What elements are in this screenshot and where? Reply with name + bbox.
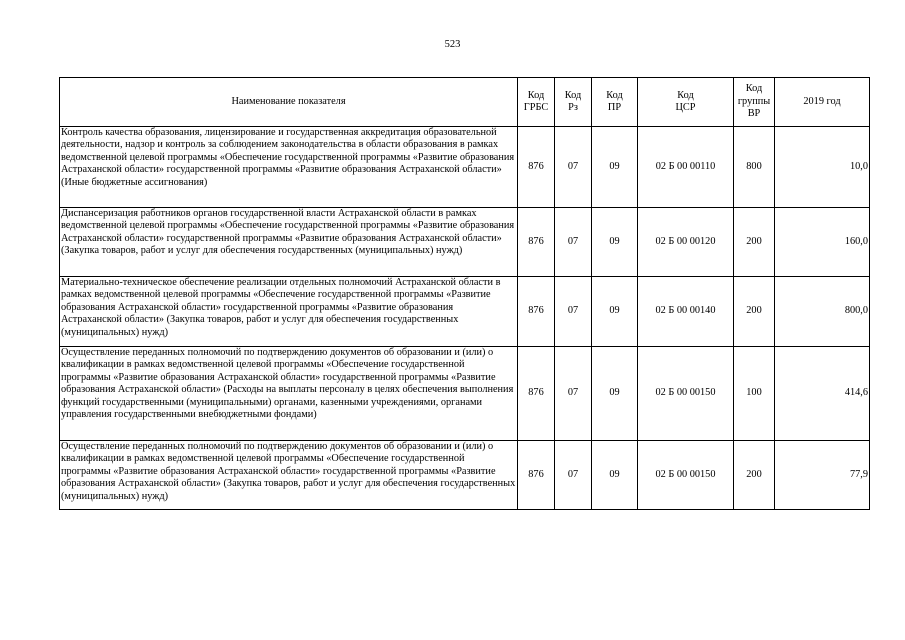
row-rz: 07 [555, 347, 592, 441]
row-grbs: 876 [518, 347, 555, 441]
header-row [60, 78, 870, 127]
row-pr: 09 [592, 208, 638, 277]
row-pr: 09 [592, 277, 638, 347]
row-vr: 100 [734, 347, 775, 441]
row-amount: 160,0 [775, 208, 870, 277]
row-name: Осуществление переданных полномочий по подтверждению документов об образовании и (или) о квалификации в рамках ведомственной целевой программы «Обеспечение государственной программы «Развитие образования Астраханской области» государственной программы «Развитие образования Астраханской области» (Расходы на выплаты персоналу в целях обеспечения выполнения функций государственными (муниципальными) органами, казенными учреждениями, органами управления государственными внебюджетными фондами) [60, 347, 518, 441]
header-rz: Код Рз [555, 78, 592, 127]
header-grbs: Код ГРБС [518, 78, 555, 127]
header-vr: Код группы ВР [734, 78, 775, 127]
row-grbs: 876 [518, 208, 555, 277]
row-csr: 02 Б 00 00150 [638, 347, 734, 441]
row-rz: 07 [555, 208, 592, 277]
row-grbs: 876 [518, 127, 555, 208]
table-row [60, 441, 870, 510]
row-rz: 07 [555, 277, 592, 347]
page-number: 523 [444, 39, 461, 50]
row-rz: 07 [555, 441, 592, 510]
row-name: Осуществление переданных полномочий по подтверждению документов об образовании и (или) о квалификации в рамках ведомственной целевой программы «Обеспечение государственной программы «Развитие образования Астраханской области» государственной программы «Развитие образования Астраханской области» (Закупка товаров, работ и услуг для обеспечения государственных (муниципальных) нужд) [60, 441, 518, 510]
row-vr: 800 [734, 127, 775, 208]
row-name: Диспансеризация работников органов государственной власти Астраханской области в рамках ведомственной целевой программы «Обеспечение государственной программы «Развитие образования Астраханской области» государственной программы «Развитие образования Астраханской области» (Закупка товаров, работ и услуг для обеспечения государственных (муниципальных) нужд) [60, 208, 518, 277]
row-rz: 07 [555, 127, 592, 208]
row-amount: 10,0 [775, 127, 870, 208]
header-pr: Код ПР [592, 78, 638, 127]
row-csr: 02 Б 00 00140 [638, 277, 734, 347]
row-name: Контроль качества образования, лицензирование и государственная аккредитация образовательной деятельности, надзор и контроль за соблюдением законодательства в области образования в рамках ведомственной целевой программы «Обеспечение государственной программы «Развитие образования Астраханской области» государственной программы «Развитие образования Астраханской области» (Иные бюджетные ассигнования) [60, 127, 518, 208]
row-amount: 77,9 [775, 441, 870, 510]
row-grbs: 876 [518, 441, 555, 510]
table-row [60, 347, 870, 441]
row-csr: 02 Б 00 00110 [638, 127, 734, 208]
row-vr: 200 [734, 277, 775, 347]
row-pr: 09 [592, 127, 638, 208]
row-grbs: 876 [518, 277, 555, 347]
table-row [60, 277, 870, 347]
row-csr: 02 Б 00 00150 [638, 441, 734, 510]
row-vr: 200 [734, 441, 775, 510]
row-pr: 09 [592, 441, 638, 510]
row-amount: 800,0 [775, 277, 870, 347]
header-name: Наименование показателя [60, 78, 518, 127]
table-row [60, 127, 870, 208]
table-row [60, 208, 870, 277]
header-csr: Код ЦСР [638, 78, 734, 127]
row-pr: 09 [592, 347, 638, 441]
row-name: Материально-техническое обеспечение реализации отдельных полномочий Астраханской области в рамках ведомственной целевой программы «Обеспечение государственной программы «Развитие образования Астраханской области» государственной программы «Развитие образования Астраханской области» (Закупка товаров, работ и услуг для обеспечения государственных (муниципальных) нужд) [60, 277, 518, 347]
row-amount: 414,6 [775, 347, 870, 441]
row-csr: 02 Б 00 00120 [638, 208, 734, 277]
budget-table [59, 77, 870, 510]
header-year: 2019 год [775, 78, 870, 127]
row-vr: 200 [734, 208, 775, 277]
